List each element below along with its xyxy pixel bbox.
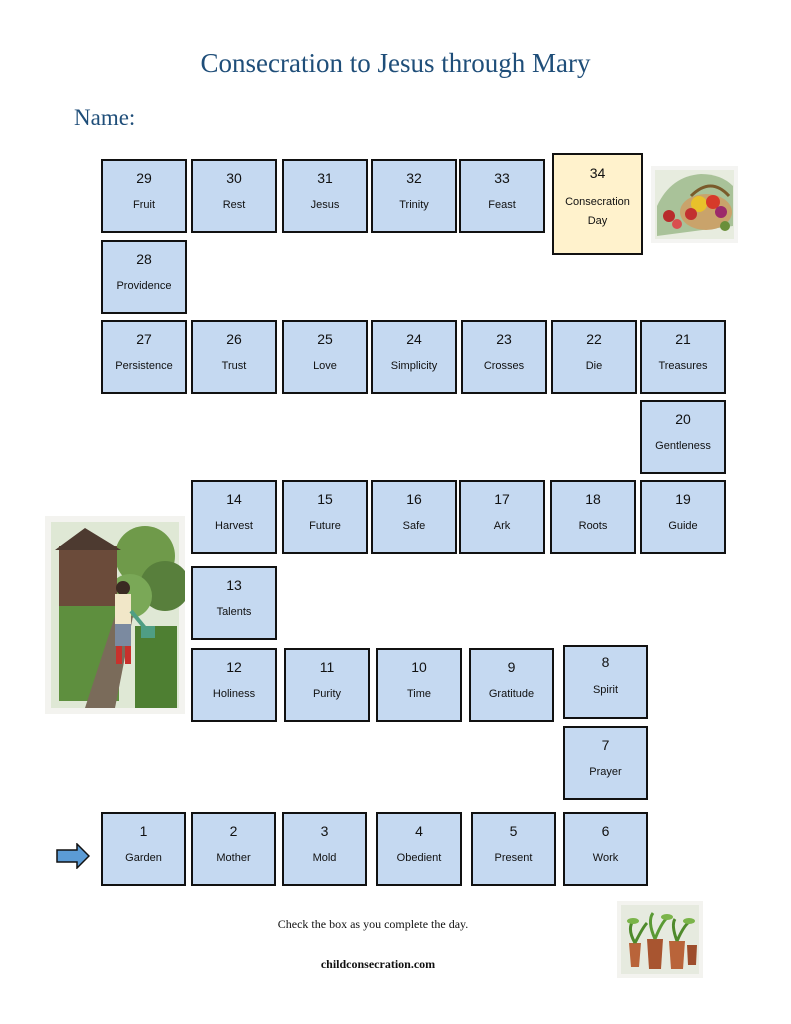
day-word: Purity [312,688,342,700]
day-number: 2 [229,823,238,839]
day-number: 15 [317,491,333,507]
day-word: Garden [125,852,162,864]
day-number: 5 [509,823,518,839]
day-word: Talents [216,606,252,618]
day-box-1[interactable] [101,812,186,886]
day-box-22[interactable] [551,320,637,394]
day-word: Consecration Day [565,196,630,227]
day-word: Providence [116,280,172,292]
day-number: 22 [586,331,602,347]
day-number: 10 [411,659,427,675]
girl-watering-garden-illustration [45,516,185,714]
day-word: Gratitude [488,688,535,700]
day-word: Jesus [310,199,340,211]
day-box-26[interactable] [191,320,277,394]
day-number: 8 [601,654,610,670]
day-word: Obedient [396,852,442,864]
day-number: 30 [226,170,242,186]
day-number: 23 [496,331,512,347]
day-box-34[interactable] [552,153,643,255]
page-title: Consecration to Jesus through Mary [200,48,591,78]
day-number: 12 [226,659,242,675]
day-box-25[interactable] [282,320,368,394]
day-box-15[interactable] [282,480,368,554]
day-number: 29 [136,170,152,186]
day-word: Mold [312,852,337,864]
name-label: Name: [74,105,136,130]
instruction-text: Check the box as you complete the day. [277,917,469,931]
day-box-27[interactable] [101,320,187,394]
day-word: Die [585,360,603,372]
day-word: Mother [216,852,251,864]
day-box-5[interactable] [471,812,556,886]
day-box-13[interactable] [191,566,277,640]
day-number: 4 [415,823,423,839]
day-box-9[interactable] [469,648,554,722]
day-word: Safe [402,520,426,532]
day-box-16[interactable] [371,480,457,554]
day-word: Feast [488,199,516,211]
day-number: 28 [136,251,152,267]
day-box-30[interactable] [191,159,277,233]
day-word: Rest [222,199,246,211]
day-word: Trust [221,360,247,372]
day-word: Fruit [133,199,155,211]
day-word: Persistence [115,360,173,372]
day-box-24[interactable] [371,320,457,394]
day-number: 26 [226,331,242,347]
day-number: 20 [675,411,691,427]
day-box-10[interactable] [376,648,462,722]
day-box-7[interactable] [563,726,648,800]
day-word: Love [313,360,337,372]
day-number: 21 [675,331,691,347]
day-number: 6 [601,823,610,839]
day-box-12[interactable] [191,648,277,722]
day-box-6[interactable] [563,812,648,886]
day-number: 25 [317,331,333,347]
day-word: Holiness [212,688,256,700]
day-number: 16 [406,491,422,507]
day-box-32[interactable] [371,159,457,233]
day-box-20[interactable] [640,400,726,474]
day-number: 14 [226,491,242,507]
day-box-8[interactable] [563,645,648,719]
day-word: Harvest [215,520,253,532]
day-number: 32 [406,170,422,186]
day-word: Prayer [589,766,622,778]
day-box-23[interactable] [461,320,547,394]
day-box-21[interactable] [640,320,726,394]
day-box-18[interactable] [550,480,636,554]
day-number: 7 [601,737,610,753]
day-number: 34 [589,165,606,181]
day-box-2[interactable] [191,812,276,886]
day-word: Guide [668,520,698,532]
day-number: 18 [585,491,601,507]
right-arrow-icon [56,843,90,869]
day-number: 31 [317,170,333,186]
day-box-31[interactable] [282,159,368,233]
day-number: 11 [319,659,335,675]
day-box-33[interactable] [459,159,545,233]
day-box-17[interactable] [459,480,545,554]
day-word: Work [592,852,619,864]
day-number: 27 [136,331,152,347]
day-word: Crosses [483,360,525,372]
day-box-3[interactable] [282,812,367,886]
day-box-19[interactable] [640,480,726,554]
day-word: Simplicity [390,360,438,372]
day-word: Present [494,852,533,864]
day-number: 33 [494,170,510,186]
day-box-14[interactable] [191,480,277,554]
day-number: 13 [226,577,242,593]
day-word: Future [309,520,341,532]
day-number: 19 [675,491,691,507]
day-word: Time [406,688,432,700]
day-word: Ark [493,520,511,532]
fruit-basket-illustration [651,166,738,243]
day-box-11[interactable] [284,648,370,722]
day-word: Treasures [658,360,708,372]
day-word: Gentleness [655,440,711,452]
day-box-4[interactable] [376,812,462,886]
day-word: Spirit [592,684,619,696]
day-number: 9 [507,659,516,675]
day-box-28[interactable] [101,240,187,314]
day-number: 3 [320,823,329,839]
website-footer: childconsecration.com [320,957,436,971]
day-number: 1 [139,823,148,839]
day-number: 17 [494,491,510,507]
day-box-29[interactable] [101,159,187,233]
day-word: Trinity [399,199,429,211]
day-word: Roots [578,520,608,532]
day-number: 24 [406,331,422,347]
